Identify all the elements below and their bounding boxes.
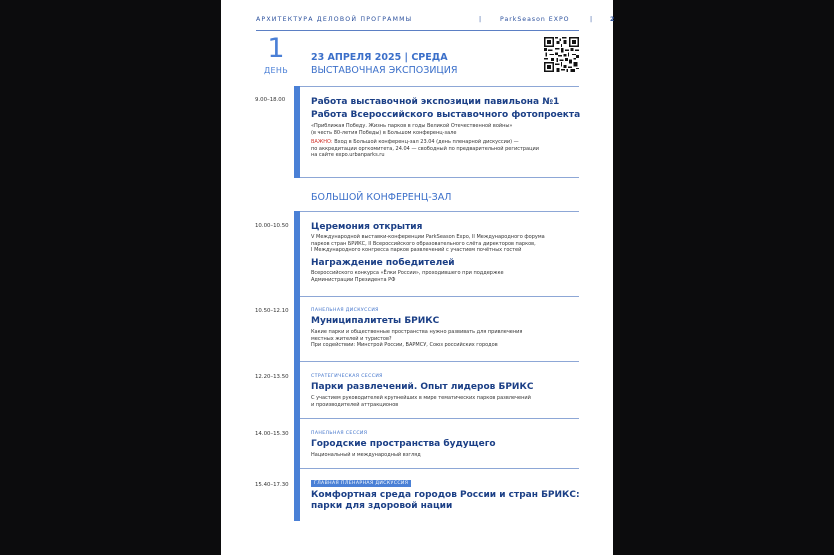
- divider: [300, 177, 579, 178]
- accent-bar: [294, 468, 300, 521]
- divider: [300, 86, 579, 87]
- photo-project-description: «Приближая Победу. Жизнь парков в годы Великой Отечественной войны» (в честь 80-летия Победы) в Большом конференц-зале: [311, 123, 513, 136]
- accent-bar: [294, 211, 300, 296]
- header-separator: |: [479, 16, 483, 23]
- section-expo-title: ВЫСТАВОЧНАЯ ЭКСПОЗИЦИЯ: [311, 65, 458, 76]
- plenary-tag: ГЛАВНАЯ ПЛЕНАРНАЯ ДИСКУССИЯ: [311, 480, 411, 487]
- day-label: ДЕНЬ: [263, 66, 288, 75]
- accent-bar: [294, 86, 300, 178]
- header-divider: [256, 30, 579, 31]
- divider: [300, 418, 579, 419]
- header-title: АРХИТЕКТУРА ДЕЛОВОЙ ПРОГРАММЫ: [256, 16, 413, 23]
- divider: [300, 296, 579, 297]
- important-note: ВАЖНО: Вход в Большой конференц-зал 23.04 (день пленарной дискуссии) — по аккредитации оргкомитета, 24.04 — свободный по предварительной регистрации на сайте expo.urbanparks.ru: [311, 139, 540, 159]
- event-description: С участием руководителей крупнейших в мире тематических парков развлечений и производителей аттракционов: [311, 395, 531, 408]
- event-description: Какие парки и общественные пространства нужно развивать для привлечения местных жителей и туристов? При содействии: Минстрой России, ВАРМСУ, Союз российских городов: [311, 329, 523, 349]
- page-number: 2: [610, 16, 615, 23]
- event-description: V Международной выставки-конференции ParkSeason Expo, II Международного форума парков стран БРИКС, II Всероссийского образовательного слёта директоров парков, I Международного конгресса парков развлечений с участием почётных гостей: [311, 234, 545, 254]
- accent-bar: [294, 418, 300, 468]
- event-description: Всероссийского конкурса «Ёлки России», проходившего при поддержке Администрации Президента РФ: [311, 270, 504, 283]
- photo-project-title: Работа Всероссийского выставочного фотопроекта: [311, 110, 581, 120]
- time-slot: 10.50–12.10: [255, 308, 289, 314]
- time-slot: 9.00–18.00: [255, 97, 286, 103]
- session-tag: СТРАТЕГИЧЕСКАЯ СЕССИЯ: [311, 374, 383, 379]
- divider: [300, 468, 579, 469]
- divider: [300, 361, 579, 362]
- time-slot: 15.40–17.30: [255, 482, 289, 488]
- session-tag: ПАНЕЛЬНАЯ СЕССИЯ: [311, 431, 368, 436]
- time-slot: 14.00–15.30: [255, 431, 289, 437]
- accent-bar: [294, 296, 300, 361]
- event-title: парки для здоровой нации: [311, 501, 453, 511]
- page-header: [256, 16, 615, 26]
- event-title: Награждение победителей: [311, 258, 455, 268]
- accent-bar: [294, 361, 300, 418]
- header-separator: |: [590, 16, 594, 23]
- event-description: Национальный и международный взгляд: [311, 452, 421, 458]
- qr-code-icon[interactable]: [544, 37, 579, 72]
- time-slot: 12.20–13.50: [255, 374, 289, 380]
- event-title: Церемония открытия: [311, 222, 423, 232]
- program-page: [221, 0, 613, 555]
- expo-title: Работа выставочной экспозиции павильона №1: [311, 97, 560, 107]
- event-title: Муниципалитеты БРИКС: [311, 316, 440, 326]
- event-title: Комфортная среда городов России и стран БРИКС:: [311, 490, 580, 500]
- event-title: Городские пространства будущего: [311, 439, 496, 449]
- header-brand: ParkSeason EXPO: [500, 16, 570, 23]
- section-hall-title: БОЛЬШОЙ КОНФЕРЕНЦ-ЗАЛ: [311, 192, 452, 203]
- day-number: 1: [267, 33, 285, 64]
- event-date: 23 АПРЕЛЯ 2025 | СРЕДА: [311, 52, 448, 63]
- divider: [300, 211, 579, 212]
- event-title: Парки развлечений. Опыт лидеров БРИКС: [311, 382, 534, 392]
- session-tag: ПАНЕЛЬНАЯ ДИСКУССИЯ: [311, 308, 379, 313]
- time-slot: 10.00–10.50: [255, 223, 289, 229]
